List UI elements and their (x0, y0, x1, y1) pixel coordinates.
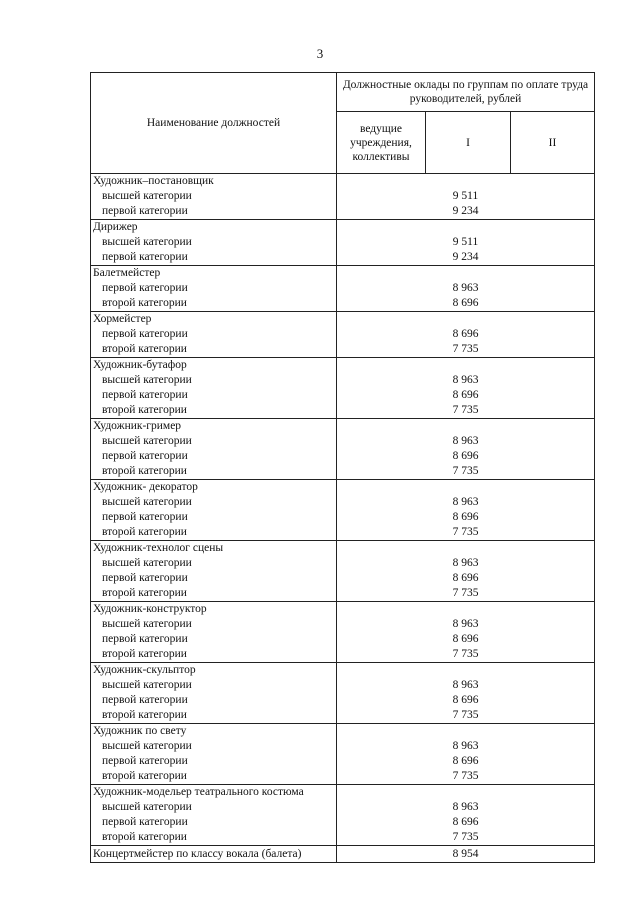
position-cell (91, 174, 337, 220)
position-cell (91, 419, 337, 480)
salary-value: 8 696 (452, 572, 479, 584)
salary-cell (337, 541, 595, 602)
category-label: второй категории (102, 648, 187, 660)
salary-cell (337, 220, 595, 266)
category-label: первой категории (102, 755, 188, 767)
salary-spacer (337, 220, 594, 235)
category-label: высшей категории (102, 740, 192, 752)
table-row (91, 266, 595, 312)
salary-spacer (337, 602, 594, 617)
category-label: второй категории (102, 465, 187, 477)
salary-value: 7 735 (452, 709, 479, 721)
position-title: Художник по свету (93, 725, 187, 737)
header-leading-institutions: ведущие учреждения, коллективы (337, 112, 426, 174)
salary-table (90, 72, 595, 863)
salary-value: 8 963 (452, 740, 479, 752)
position-title: Дирижер (93, 221, 138, 233)
salary-value: 8 696 (452, 816, 479, 828)
salary-value: 7 735 (452, 343, 479, 355)
salary-value: 7 735 (452, 587, 479, 599)
salary-value: 9 234 (452, 251, 479, 263)
salary-cell (337, 480, 595, 541)
table-row (91, 663, 595, 724)
category-label: высшей категории (102, 236, 192, 248)
position-cell (91, 312, 337, 358)
table-row (91, 220, 595, 266)
salary-cell (337, 724, 595, 785)
salary-spacer (337, 785, 594, 800)
category-label: высшей категории (102, 190, 192, 202)
salary-value: 9 511 (452, 190, 479, 202)
salary-value: 7 735 (452, 404, 479, 416)
salary-cell (337, 663, 595, 724)
category-label: второй категории (102, 709, 187, 721)
table-row (91, 785, 595, 846)
position-title: Художник- декоратор (93, 481, 198, 493)
salary-cell (337, 602, 595, 663)
salary-value: 7 735 (452, 770, 479, 782)
table-row (91, 174, 595, 220)
category-label: высшей категории (102, 618, 192, 630)
position-cell (91, 724, 337, 785)
salary-value: 8 963 (452, 679, 479, 691)
salary-value: 9 234 (452, 205, 479, 217)
position-cell (91, 266, 337, 312)
salary-cell (337, 358, 595, 419)
position-cell (91, 602, 337, 663)
salary-value: 7 735 (452, 831, 479, 843)
salary-spacer (337, 174, 594, 189)
salary-value: 8 696 (452, 389, 479, 401)
category-label: второй категории (102, 404, 187, 416)
category-label: высшей категории (102, 801, 192, 813)
position-cell (91, 785, 337, 846)
position-title: Художник-скульптор (93, 664, 196, 676)
category-label: второй категории (102, 831, 187, 843)
category-label: первой категории (102, 633, 188, 645)
table-row-last (91, 846, 595, 863)
salary-value: 8 696 (452, 328, 479, 340)
category-label: первой категории (102, 450, 188, 462)
position-cell (91, 663, 337, 724)
salary-value: 8 963 (452, 496, 479, 508)
salary-value: 8 696 (452, 297, 479, 309)
header-group-ii: II (511, 112, 595, 174)
category-label: второй категории (102, 297, 187, 309)
salary-value: 8 963 (452, 374, 479, 386)
salary-value: 7 735 (452, 465, 479, 477)
salary-value: 8 696 (452, 633, 479, 645)
position-title: Художник-бутафор (93, 359, 187, 371)
page-number: 3 (316, 46, 324, 61)
salary-value: 8 963 (452, 618, 479, 630)
table-row (91, 312, 595, 358)
salary-spacer (337, 663, 594, 678)
position-cell (91, 358, 337, 419)
position-title: Художник-модельер театрального костюма (93, 786, 304, 798)
last-row-value: 8 954 (337, 846, 595, 863)
position-title: Хормейстер (93, 313, 152, 325)
salary-value: 8 696 (452, 511, 479, 523)
category-label: первой категории (102, 694, 188, 706)
table-row (91, 480, 595, 541)
category-label: первой категории (102, 282, 188, 294)
salary-spacer (337, 358, 594, 373)
salary-value: 8 963 (452, 557, 479, 569)
category-label: второй категории (102, 343, 187, 355)
category-label: первой категории (102, 511, 188, 523)
category-label: первой категории (102, 389, 188, 401)
category-label: первой категории (102, 205, 188, 217)
position-title: Художник-технолог сцены (93, 542, 224, 554)
salary-value: 7 735 (452, 648, 479, 660)
salary-value: 8 696 (452, 450, 479, 462)
category-label: первой категории (102, 816, 188, 828)
category-label: второй категории (102, 587, 187, 599)
category-label: высшей категории (102, 496, 192, 508)
header-position-name: Наименование должностей (91, 73, 337, 174)
salary-cell (337, 312, 595, 358)
category-label: высшей категории (102, 435, 192, 447)
category-label: высшей категории (102, 557, 192, 569)
category-label: второй категории (102, 770, 187, 782)
table-body (91, 174, 595, 863)
last-row-title: Концертмейстер по классу вокала (балета) (91, 846, 337, 863)
salary-value: 9 511 (452, 236, 479, 248)
position-cell (91, 480, 337, 541)
salary-cell (337, 419, 595, 480)
header-salary-groups: Должностные оклады по группам по оплате труда руководителей, рублей (337, 73, 595, 112)
salary-spacer (337, 419, 594, 434)
category-label: первой категории (102, 572, 188, 584)
salary-spacer (337, 480, 594, 495)
table-row (91, 602, 595, 663)
table-row (91, 419, 595, 480)
salary-value: 8 963 (452, 435, 479, 447)
position-cell (91, 541, 337, 602)
salary-value: 7 735 (452, 526, 479, 538)
salary-value: 8 963 (452, 282, 479, 294)
salary-value: 8 696 (452, 755, 479, 767)
salary-spacer (337, 541, 594, 556)
salary-cell (337, 785, 595, 846)
position-title: Балетмейстер (93, 267, 161, 279)
salary-spacer (337, 724, 594, 739)
position-title: Художник–постановщик (93, 175, 214, 187)
salary-spacer (337, 312, 594, 327)
table-row (91, 724, 595, 785)
header-group-i: I (426, 112, 511, 174)
salary-cell (337, 174, 595, 220)
salary-value: 8 963 (452, 801, 479, 813)
category-label: высшей категории (102, 374, 192, 386)
position-title: Художник-конструктор (93, 603, 207, 615)
table-row (91, 358, 595, 419)
salary-value: 8 696 (452, 694, 479, 706)
salary-spacer (337, 266, 594, 281)
salary-cell (337, 266, 595, 312)
category-label: высшей категории (102, 679, 192, 691)
category-label: первой категории (102, 328, 188, 340)
category-label: второй категории (102, 526, 187, 538)
category-label: первой категории (102, 251, 188, 263)
position-title: Художник-гример (93, 420, 182, 432)
position-cell (91, 220, 337, 266)
table-row (91, 541, 595, 602)
